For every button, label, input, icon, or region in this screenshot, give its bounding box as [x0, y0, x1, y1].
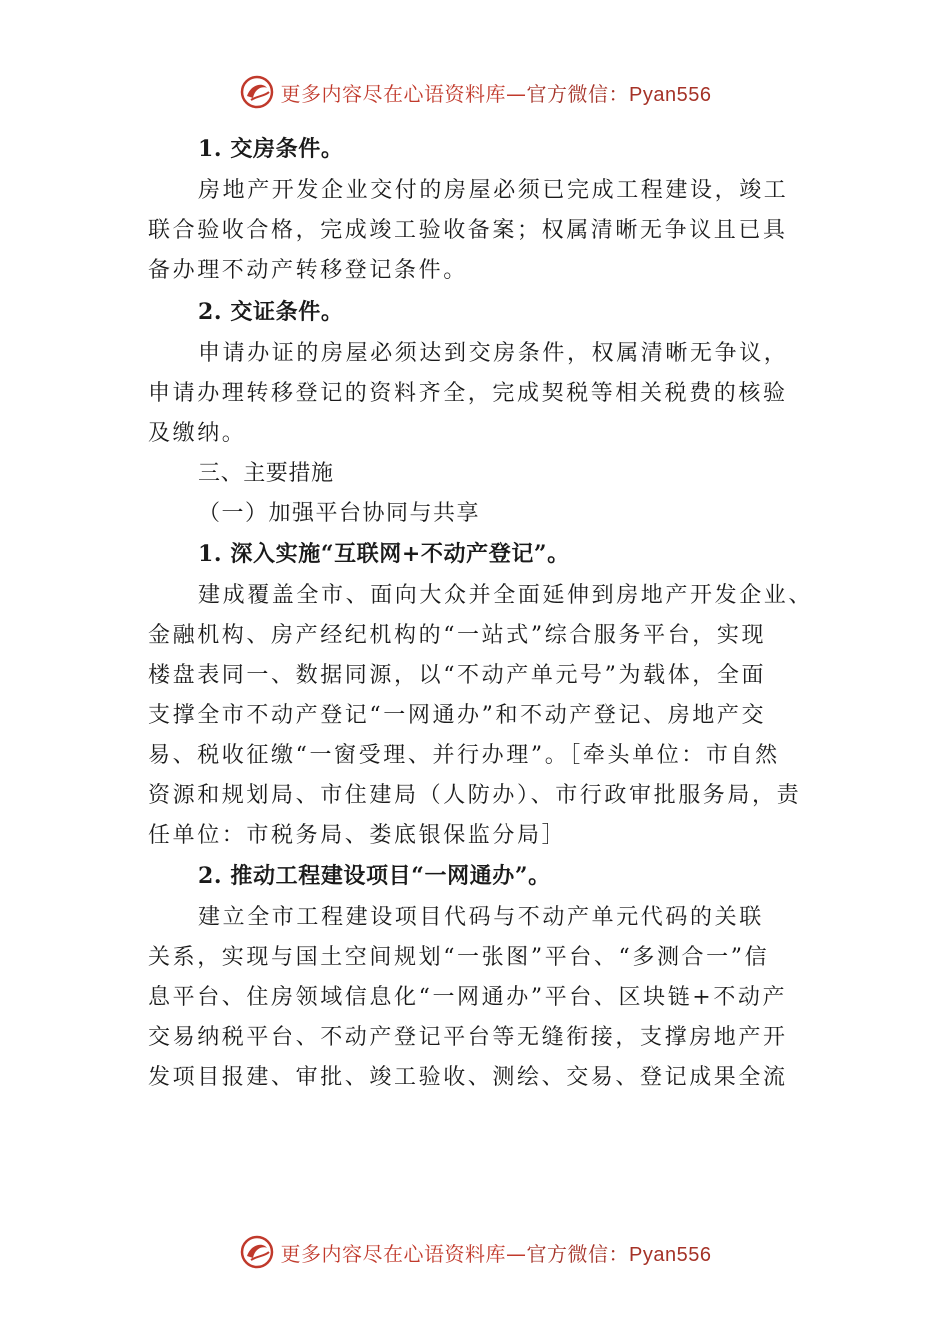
paragraph-line: 发项目报建、审批、竣工验收、测绘、交易、登记成果全流 [148, 1065, 788, 1090]
watermark-separator: — [506, 81, 527, 106]
paragraph-line: 息平台、住房领域信息化“一网通办”平台、区块链+不动产 [148, 985, 788, 1010]
swirl-logo-icon [239, 1234, 275, 1270]
paragraph-line: 楼盘表同一、数据同源，以“不动产单元号”为载体，全面 [148, 663, 767, 688]
paragraph-line: 申请办理转移登记的资料齐全，完成契税等相关税费的核验 [148, 381, 788, 406]
watermark-library: 更多内容尽在心语资料库 [280, 81, 507, 106]
paragraph-line: 交易纳税平台、不动产登记平台等无缝衔接，支撑房地产开 [148, 1025, 788, 1050]
paragraph-line: 关系，实现与国土空间规划“一张图”平台、“多测合一”信 [148, 945, 770, 970]
watermark-contact: 官方微信：Pyan556 [526, 83, 712, 106]
section-heading-measures: 三、主要措施 [198, 461, 334, 486]
subsection-heading-platform: （一）加强平台协同与共享 [198, 501, 481, 526]
item-heading-internet-registration: 1. 深入实施“互联网+不动产登记”。 [198, 541, 570, 567]
item-heading-certificate: 2. 交证条件。 [198, 299, 344, 325]
paragraph-line: 任单位：市税务局、娄底银保监分局］ [148, 823, 567, 848]
paragraph-line: 建立全市工程建设项目代码与不动产单元代码的关联 [198, 905, 764, 930]
watermark-text [281, 78, 712, 107]
watermark-separator: — [506, 1241, 527, 1266]
header-watermark [0, 72, 950, 112]
paragraph-line: 金融机构、房产经纪机构的“一站式”综合服务平台，实现 [148, 623, 767, 648]
paragraph-line: 及缴纳。 [148, 421, 247, 446]
paragraph-line: 支撑全市不动产登记“一网通办”和不动产登记、房地产交 [148, 703, 767, 728]
watermark-library: 更多内容尽在心语资料库 [280, 1241, 507, 1266]
swirl-logo-icon [239, 74, 275, 110]
paragraph-line: 建成覆盖全市、面向大众并全面延伸到房地产开发企业、 [198, 583, 814, 608]
item-heading-project-online: 2. 推动工程建设项目“一网通办”。 [198, 863, 551, 889]
paragraph-line: 房地产开发企业交付的房屋必须已完成工程建设，竣工 [198, 178, 789, 203]
footer-watermark [0, 1232, 950, 1272]
paragraph-line: 联合验收合格，完成竣工验收备案；权属清晰无争议且已具 [148, 218, 788, 243]
paragraph-line: 申请办证的房屋必须达到交房条件，权属清晰无争议， [198, 341, 789, 366]
paragraph-line: 备办理不动产转移登记条件。 [148, 258, 468, 283]
item-heading-handover: 1. 交房条件。 [198, 136, 344, 162]
paragraph-line: 资源和规划局、市住建局（人防办）、市行政审批服务局，责 [148, 783, 802, 808]
paragraph-line: 易、税收征缴“一窗受理、并行办理”。［牵头单位：市自然 [148, 743, 780, 768]
watermark-contact: 官方微信：Pyan556 [526, 1243, 712, 1266]
watermark-text [281, 1238, 712, 1267]
